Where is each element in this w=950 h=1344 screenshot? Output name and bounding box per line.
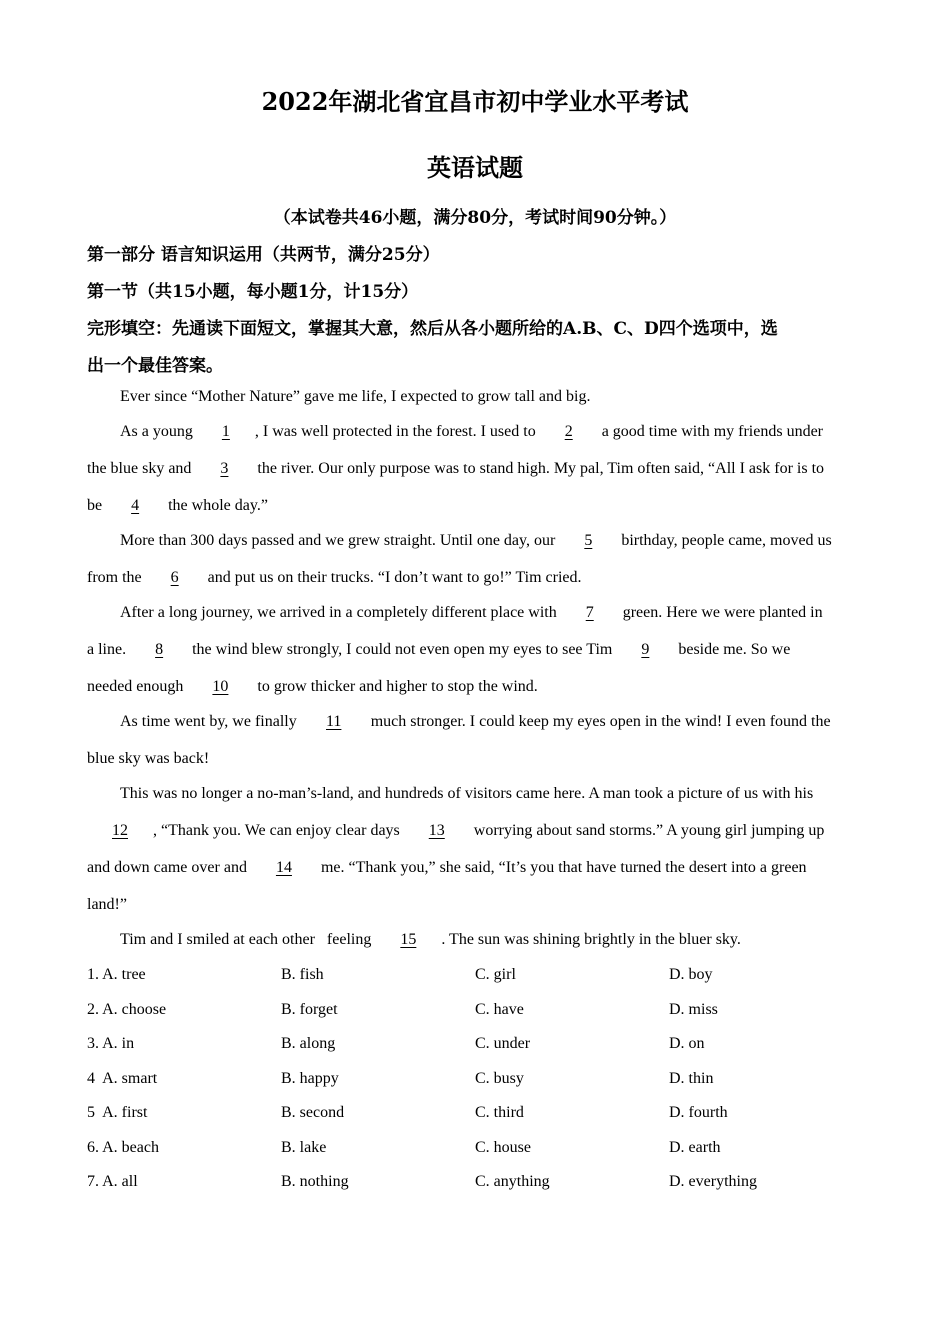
passage-line	[87, 859, 867, 877]
blank-5: 5	[584, 532, 593, 549]
blank-7: 7	[585, 604, 594, 621]
passage-line: land!”	[87, 896, 127, 913]
option-a: 3. A. in	[87, 1035, 135, 1052]
question-6-options	[87, 1139, 867, 1161]
passage-text: Tim and I smiled at each other feeling	[120, 931, 376, 948]
passage-text: and put us on their trucks. “I don’t want to go!” Tim cried.	[203, 569, 582, 586]
option-d: D. fourth	[669, 1104, 728, 1121]
question-2-options	[87, 1001, 867, 1023]
passage-line	[87, 497, 867, 515]
option-c: C. third	[475, 1104, 524, 1121]
instructions-line-1: 完形填空：先通读下面短文，掌握其大意，然后从各小题所给的A.B、C、D四个选项中，选	[87, 319, 778, 339]
passage-text: worrying about sand storms.” A young girl jumping up	[469, 822, 825, 839]
passage-text: much stronger. I could keep my eyes open in the wind! I even found the	[366, 713, 831, 730]
blank-14: 14	[275, 859, 292, 876]
blank-12: 12	[112, 822, 128, 839]
passage-text: a line.	[87, 641, 131, 658]
passage-text: , “Thank you. We can enjoy clear days	[153, 822, 404, 839]
option-b: B. second	[281, 1104, 345, 1121]
passage-text: As time went by, we finally	[120, 713, 301, 730]
passage-line	[120, 532, 900, 550]
passage-line	[120, 604, 900, 622]
option-a: 5 A. first	[87, 1104, 148, 1121]
blank-4: 4	[131, 497, 140, 514]
option-b: B. along	[281, 1035, 336, 1052]
passage-text: green. Here we were planted in	[618, 604, 823, 621]
section-heading: 第一节（共15小题，每小题1分，计15分）	[87, 282, 419, 302]
option-a: 6. A. beach	[87, 1139, 159, 1156]
passage-text: be	[87, 497, 107, 514]
passage-text: As a young	[120, 423, 197, 440]
exam-title: 2022年湖北省宜昌市初中学业水平考试	[261, 87, 689, 116]
question-3-options	[87, 1035, 867, 1057]
passage-text: to grow thicker and higher to stop the wind.	[253, 678, 538, 695]
option-c: C. house	[475, 1139, 531, 1156]
option-d: D. everything	[669, 1173, 757, 1190]
passage-text: from the	[87, 569, 146, 586]
passage-text: a good time with my friends under	[597, 423, 823, 440]
option-d: D. thin	[669, 1070, 714, 1087]
passage-text: . The sun was shining brightly in the bluer sky.	[441, 931, 741, 948]
option-c: C. girl	[475, 966, 516, 983]
exam-info: （本试卷共46小题，满分80分，考试时间90分钟。）	[273, 208, 677, 228]
passage-line	[87, 460, 867, 478]
passage-line	[87, 569, 867, 587]
option-c: C. have	[475, 1001, 524, 1018]
option-c: C. under	[475, 1035, 531, 1052]
passage-line	[120, 931, 900, 949]
passage-text: the river. Our only purpose was to stand high. My pal, Tim often said, “All I ask for is to	[253, 460, 825, 477]
blank-10: 10	[212, 678, 229, 695]
blank-8: 8	[155, 641, 164, 658]
blank-11: 11	[326, 713, 342, 730]
passage-paragraph-1: Ever since “Mother Nature” gave me life, I expected to grow tall and big.	[120, 388, 591, 405]
blank-15: 15	[400, 931, 417, 948]
option-d: D. boy	[669, 966, 713, 983]
passage-text: More than 300 days passed and we grew straight. Until one day, our	[120, 532, 560, 549]
option-a: 2. A. choose	[87, 1001, 167, 1018]
option-c: C. anything	[475, 1173, 550, 1190]
passage-line	[120, 423, 900, 441]
passage-text: me. “Thank you,” she said, “It’s you that have turned the desert into a green	[316, 859, 807, 876]
option-a: 1. A. tree	[87, 966, 146, 983]
option-c: C. busy	[475, 1070, 524, 1087]
passage-text: , I was well protected in the forest. I used to	[254, 423, 540, 440]
question-4-options	[87, 1070, 867, 1092]
passage-text: and down came over and	[87, 859, 251, 876]
option-b: B. nothing	[281, 1173, 349, 1190]
blank-1: 1	[221, 423, 230, 440]
passage-line	[87, 678, 867, 696]
blank-3: 3	[220, 460, 229, 477]
instructions-line-2: 出一个最佳答案。	[87, 356, 223, 376]
question-7-options	[87, 1173, 867, 1195]
passage-text: After a long journey, we arrived in a completely different place with	[120, 604, 561, 621]
option-b: B. fish	[281, 966, 324, 983]
passage-text: the whole day.”	[164, 497, 268, 514]
option-a: 4 A. smart	[87, 1070, 158, 1087]
option-b: B. forget	[281, 1001, 338, 1018]
passage-line: This was no longer a no-man’s-land, and hundreds of visitors came here. A man took a picture of us with his	[120, 785, 814, 802]
option-a: 7. A. all	[87, 1173, 138, 1190]
passage-text: birthday, people came, moved us	[617, 532, 832, 549]
subject-title: 英语试题	[427, 153, 523, 182]
option-b: B. lake	[281, 1139, 327, 1156]
option-d: D. miss	[669, 1001, 718, 1018]
passage-line: blue sky was back!	[87, 750, 210, 767]
blank-6: 6	[170, 569, 179, 586]
passage-text: the wind blew strongly, I could not even open my eyes to see Tim	[188, 641, 617, 658]
question-1-options	[87, 966, 867, 988]
passage-text: beside me. So we	[674, 641, 791, 658]
blank-13: 13	[428, 822, 445, 839]
passage-line	[120, 713, 900, 731]
option-d: D. earth	[669, 1139, 721, 1156]
question-5-options	[87, 1104, 867, 1126]
passage-line	[87, 822, 867, 840]
blank-2: 2	[564, 423, 573, 440]
passage-text: needed enough	[87, 678, 188, 695]
option-d: D. on	[669, 1035, 705, 1052]
passage-text: the blue sky and	[87, 460, 196, 477]
option-b: B. happy	[281, 1070, 339, 1087]
blank-9: 9	[641, 641, 650, 658]
part-heading: 第一部分 语言知识运用（共两节，满分25分）	[87, 245, 440, 265]
passage-line	[87, 641, 867, 659]
